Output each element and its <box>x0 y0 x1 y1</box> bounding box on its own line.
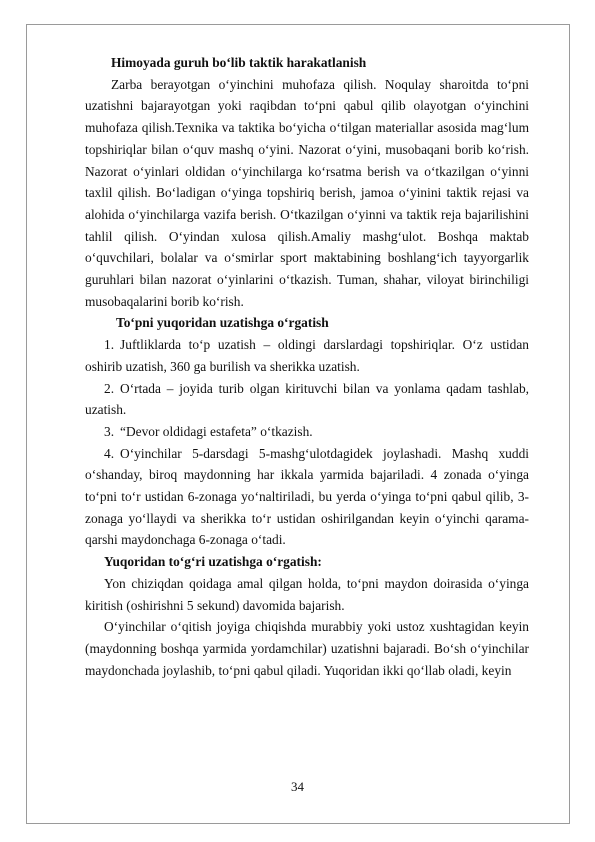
list-item-number: 2. <box>104 380 115 396</box>
paragraph-defense-tactics: Zarba berayotgan o‘yinchini muhofaza qilish. Noqulay sharoitda to‘pni uzatishni bajarayotgan yoki raqibdan to‘pni qabul qilib olayotgan o‘yinchini muhofaza qilish.Texnika va taktika bo‘yicha o‘tilgan materiallar asosida mag‘lum topshiriqlar bilan o‘quv mashq o‘yini. Nazorat o‘yini, musobaqani borib ko‘rish. Nazorat o‘yinlari oldidan o‘yinchilarga ko‘rsatma berish va o‘tkazilgan o‘yinni taxlil qilish. Bo‘ladigan o‘yinga topshiriq berish, jamoa o‘yinini taktik rejasi va alohida o‘yinchilarga vazifa berish. O‘tkazilgan o‘yinni va taktik reja bajarilishini tahlil qilish. O‘yindan xulosa qilish.Amaliy mashg‘ulot. Boshqa maktab o‘quvchilari, bolalar va o‘smirlar sport maktabining boshlang‘ich tayyorgarlik guruhlari bilan nazorat o‘yinlarini o‘tkazish. Tuman, shahar, viloyat birinchiligi musobaqalarini borib ko‘rish. <box>85 76 529 309</box>
section-heading-straight-serve: Yuqoridan to‘g‘ri uzatishga o‘rgatish: <box>104 554 322 570</box>
paragraph-serve-rule: Yon chiziqdan qoidaga amal qilgan holda, to‘pni maydon doirasida o‘yinga kiritish (oshirishni 5 sekund) davomida bajarish. <box>85 575 529 613</box>
list-item-number: 3. <box>104 423 115 439</box>
list-item <box>85 443 529 552</box>
page-number: 34 <box>291 779 304 794</box>
document-body <box>85 52 529 681</box>
list-item-text: O‘rtada – joyida turib olgan kirituvchi bilan va yonlama qadam tashlab, uzatish. <box>85 380 529 418</box>
list-item-text: Juftliklarda to‘p uzatish – oldingi darslardagi topshiriqlar. O‘z ustidan oshirib uzatish, 360 ga burilish va sherikka uzatish. <box>85 337 529 374</box>
list-item <box>85 378 529 421</box>
list-item-number: 1. <box>104 337 115 353</box>
list-item-text: “Devor oldidagi estafeta” o‘tkazish. <box>120 423 313 439</box>
paragraph-training-drill: O‘yinchilar o‘qitish joyiga chiqishda murabbiy yoki ustoz xushtagidan keyin (maydonning boshqa yarmida yordamchilar) uzatishni bajaradi. Bo‘sh o‘yinchilar maydonchada joylashib, to‘pni qabul qiladi. Yuqoridan ikki qo‘llab oladi, keyin <box>85 619 529 678</box>
list-item-text: O‘yinchilar 5-darsdagi 5-mashg‘ulotdagidek joylashadi. Mashq xuddi o‘shanday, biroq maydonning har ikkala yarmida bajariladi. 4 zonada o‘yinga to‘pni to‘r ustidan 6-zonaga yo‘naltiriladi, bu yerda o‘yinga to‘pni qabul qilib, 3-zonaga yo‘llaydi va sherikka to‘r ustidan oshirilgandan keyin o‘yinchi qarama-qarshi maydonchaga 6-zonaga o‘tadi. <box>85 445 529 548</box>
list-item-number: 4. <box>104 445 115 461</box>
list-item <box>85 421 529 443</box>
list-item <box>85 334 529 377</box>
section-heading-defense-tactics: Himoyada guruh bo‘lib taktik harakatlanish <box>111 55 367 70</box>
section-heading-overhead-pass: To‘pni yuqoridan uzatishga o‘rgatish <box>116 315 329 331</box>
